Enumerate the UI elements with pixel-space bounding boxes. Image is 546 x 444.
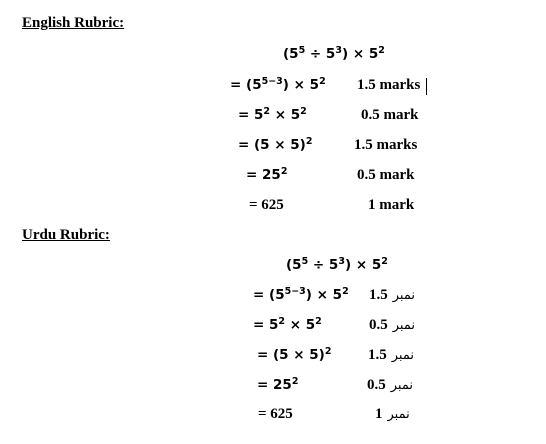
english-expression-row-5: = $25^2$ xyxy=(246,166,288,183)
urdu-marks-row-2: 1.5 نمبر xyxy=(369,287,415,303)
urdu-marks-row-6: 1 نمبر xyxy=(375,406,410,422)
urdu-expression-row-5: = $25^2$ xyxy=(257,376,299,393)
english-marks-row-6: 1 mark xyxy=(368,197,415,213)
english-rubric-heading: English Rubric: xyxy=(22,15,125,31)
urdu-marks-row-5: 0.5 نمبر xyxy=(367,377,413,393)
urdu-marks-row-4: 1.5 نمبر xyxy=(368,347,414,363)
english-expression-row-4: = $(5 \times 5)^2$ xyxy=(238,136,313,153)
english-marks-row-3: 0.5 mark xyxy=(361,107,419,123)
english-expression-row-1: $(5^5 \div 5^3) \times 5^2$ xyxy=(283,45,385,62)
english-expression-row-2: = $(5^{5-3}) \times 5^2$ xyxy=(230,76,326,93)
english-expression-row-3: = $5^2 \times 5^2$ xyxy=(238,106,307,123)
urdu-expression-row-4: = $(5 \times 5)^2$ xyxy=(257,346,332,363)
text-cursor xyxy=(426,78,427,95)
urdu-expression-row-2: = $(5^{5-3}) \times 5^2$ xyxy=(253,286,349,303)
english-marks-row-5: 0.5 mark xyxy=(357,167,415,183)
urdu-rubric-heading: Urdu Rubric: xyxy=(22,227,110,243)
english-marks-row-4: 1.5 marks xyxy=(354,137,418,153)
urdu-expression-row-6: = 625 xyxy=(258,406,293,422)
urdu-expression-row-3: = $5^2 \times 5^2$ xyxy=(253,316,322,333)
urdu-expression-row-1: $(5^5 \div 5^3) \times 5^2$ xyxy=(286,256,388,273)
english-marks-row-2: 1.5 marks xyxy=(357,77,421,93)
urdu-marks-row-3: 0.5 نمبر xyxy=(369,317,415,333)
english-expression-row-6: = 625 xyxy=(249,197,284,213)
